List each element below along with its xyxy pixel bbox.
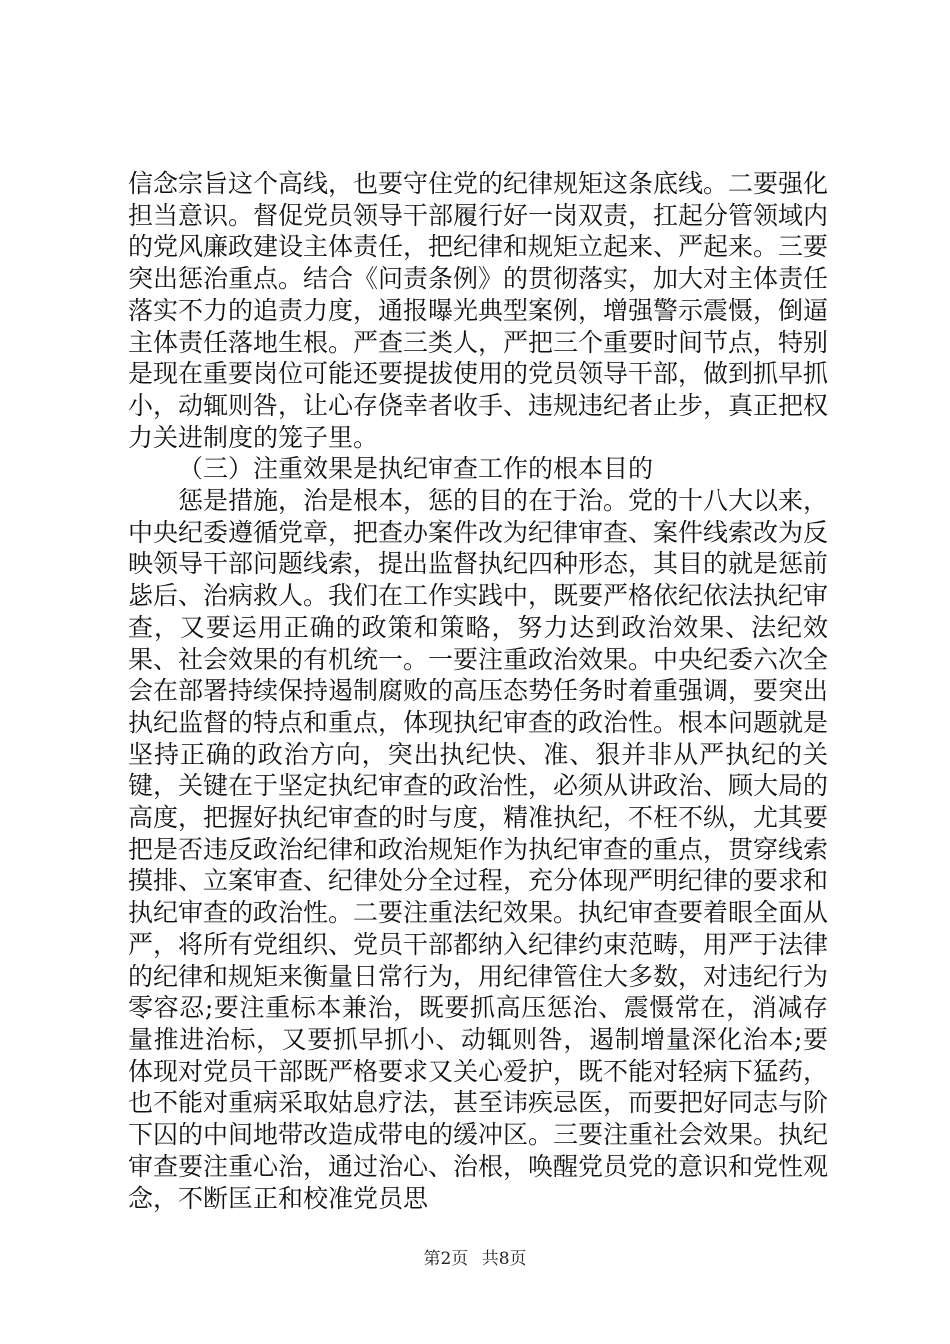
- section-heading: （三）注重效果是执纪审查工作的根本目的: [178, 454, 654, 484]
- page-total: 共8页: [481, 1249, 527, 1269]
- document-body: [128, 168, 828, 1214]
- page-footer: [0, 1244, 950, 1269]
- page-number: 第2页: [423, 1249, 469, 1269]
- paragraph-body: 惩是措施，治是根本，惩的目的在于治。党的十八大以来，中央纪委遵循党章，把查办案件改为纪律审查、案件线索改为反映领导干部问题线索，提出监督执纪四种形态，其目的就是惩前毖后、治病救人。我们在工作实践中，既要严格依纪依法执纪审查，又要运用正确的政策和策略，努力达到政治效果、法纪效果、社会效果的有机统一。一要注重政治效果。中央纪委六次全会在部署持续保持遏制腐败的高压态势任务时着重强调，要突出执纪监督的特点和重点，体现执纪审查的政治性。根本问题就是坚持正确的政治方向，突出执纪快、准、狠并非从严执纪的关键，关键在于坚定执纪审查的政治性，必须从讲政治、顾大局的高度，把握好执纪审查的时与度，精准执纪，不枉不纵，尤其要把是否违反政治纪律和政治规矩作为执纪审查的重点，贯穿线索摸排、立案审查、纪律处分全过程，充分体现严明纪律的要求和执纪审查的政治性。二要注重法纪效果。执纪审查要着眼全面从严，将所有党组织、党员干部都纳入纪律约束范畴，用严于法律的纪律和规矩来衡量日常行为，用纪律管住大多数，对违纪行为零容忍;要注重标本兼治，既要抓高压惩治、震慑常在，消减存量推进治标，又要抓早抓小、动辄则咎，遏制增量深化治本;要体现对党员干部既严格要求又关心爱护，既不能对轻病下猛药，也不能对重病采取姑息疗法，甚至讳疾忌医，而要把好同志与阶下囚的中间地带改造成带电的缓冲区。三要注重社会效果。执纪审查要注重心治，通过治心、治根，唤醒党员党的意识和党性观念，不断匡正和校准党员思: [128, 486, 829, 1213]
- paragraph-continued: 信念宗旨这个高线，也要守住党的纪律规矩这条底线。二要强化担当意识。督促党员领导干部履行好一岗双责，扛起分管领域内的党风廉政建设主体责任，把纪律和规矩立起来、严起来。三要突出惩治重点。结合《问责条例》的贯彻落实，加大对主体责任落实不力的追责力度，通报曝光典型案例，增强警示震慑，倒逼主体责任落地生根。严查三类人，严把三个重要时间节点，特别是现在重要岗位可能还要提拔使用的党员领导干部，做到抓早抓小，动辄则咎，让心存侥幸者收手、违规违纪者止步，真正把权力关进制度的笼子里。: [128, 169, 829, 452]
